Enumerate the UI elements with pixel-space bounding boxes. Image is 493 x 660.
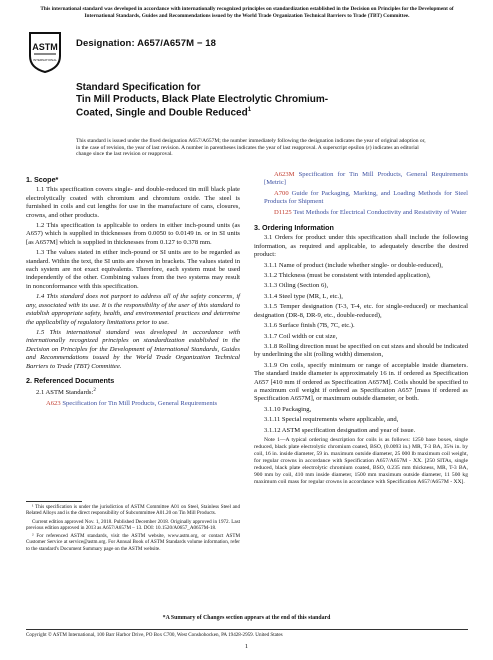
astm-logo [26,30,64,74]
reference-code[interactable]: A700 [274,189,289,197]
footnotes [26,504,240,554]
para-3-1-4: 3.1.4 Steel type (MR, L, etc.), [264,292,343,300]
para-3-1-7: 3.1.7 Coil width or cut size, [264,332,338,340]
para-3-1-1: 3.1.1 Name of product (include whether single- or double-reduced), [264,261,443,269]
para-1-5: 1.5 This international standard was developed in accordance with internationally recognized principles on standardization established in the Decision on Principles for the Development of International Standards, Guides and Recommendations issued by the World Trade Organization Technical Barriers to Trade (TBT) Committee. [26,328,240,370]
para-3-1-2: 3.1.2 Thickness (must be consistent with intended application), [264,272,431,280]
footnote-1: ¹ This specification is under the jurisdiction of ASTM Committee A01 on Steel, Stainless Steel and Related Alloys and is the direct responsibility of Subcommittee A01.20 on Tin Mill Products. [26,504,240,517]
para-1-3: 1.3 The values stated in either inch-pound or SI units are to be regarded as standard. Within the text, the SI units are shown in brackets. The values stated in each system are not exact equivalents. Therefore, each system must be used independently of the other. Combining values from the two systems may result in nonconformance with this specification. [26,249,240,290]
title-footnote-marker[interactable]: 1 [247,107,252,114]
para-3-1-10: 3.1.10 Packaging, [264,405,312,413]
para-2-1-text: 2.1 ASTM Standards: [36,389,94,397]
para-1-4: 1.4 This standard does not purport to address all of the safety concerns, if any, associated with its use. It is the responsibility of the user of this standard to establish appropriate safety, health, and environmental practices and determine the applicability of regulatory limitations prior to use. [26,293,240,326]
footnote-2: ² For referenced ASTM standards, visit the ASTM website, www.astm.org, or contact ASTM Customer Service at service@astm.org. For Annual Book of ASTM Standards volume information, refer to the standard's Document Summary page on the ASTM website. [26,533,240,552]
svg-text:INTERNATIONAL: INTERNATIONAL [33,58,57,62]
para-2-1 [26,387,240,398]
reference-a623[interactable] [26,400,240,408]
reference-a623m[interactable] [254,171,468,188]
designation: Designation: A657/A657M − 18 [76,38,216,49]
para-1-2: 1.2 This specification is applicable to orders in either inch-pound units (as A657) which is supplied in thicknesses from 0.0050 to 0.0149 in. or in SI units [as A657M] which is supplied in thicknesses from 0.127 to 0.378 mm. [26,222,240,246]
reference-a700[interactable] [254,190,468,207]
para-3-1-6: 3.1.6 Surface finish (7B, 7C, etc.). [264,322,355,330]
reference-code[interactable]: A623M [274,171,295,178]
reference-title[interactable]: Specification for Tin Mill Products, General Requirements [Metric] [264,171,468,187]
footnote-1-edition: Current edition approved Nov. 1, 2018. Published December 2018. Originally approved in 1972. Last previous edition approved in 2013 as A657/A657M – 13. DOI: 10.1520/A0657_A0657M-18. [26,518,240,531]
para-3-1-12: 3.1.12 ASTM specification designation and year of issue. [264,426,416,434]
issued-under-note: This standard is issued under the fixed designation A657/A657M; the number immediately following the designation indicates the year of original adoption or, in the case of revision, the year of last revision. A number in parentheses indicates the year of last reapproval. A superscript epsilon (ε) indicates an editorial change since the last revision or reapproval. [76,138,426,158]
reference-title[interactable]: Test Methods for Electrical Conductivity and Resistivity of Water [293,208,467,216]
para-3-1: 3.1 Orders for product under this specification shall include the following information, as required and applicable, to adequately describe the desired product: [254,234,468,259]
reference-title[interactable]: Guide for Packaging, Marking, and Loading Methods for Steel Products for Shipment [264,189,469,206]
copyright-line: Copyright © ASTM International, 100 Barr Harbor Drive, PO Box C700, West Conshohocken, PA 19428-2959. United States [26,629,468,638]
reference-code[interactable]: A623 [46,399,61,407]
title-line-3 [76,105,406,119]
section-2-heading: 2. Referenced Documents [26,375,115,385]
footnote-2-marker[interactable]: 2 [93,388,96,394]
para-1-1: 1.1 This specification covers single- and double-reduced tin mill black plate electrolytically coated with chromium and chromium oxide. The steel is furnished in coils and cut lengths for use in the manufacture of cans, closures, crowns, and other products. [26,186,240,219]
para-3-1-3: 3.1.3 Oiling (Section 6), [264,282,329,290]
reference-code[interactable]: D1125 [274,208,292,216]
summary-of-changes-notice: *A Summary of Changes section appears at the end of this standard [162,615,331,621]
para-3-1-9: 3.1.9 On coils, specify minimum or range of acceptable inside diameters. The standard inside diameter is approximately 16 in. if ordered as Specification A657 [410 mm if ordered as Specification A657M]. Coils should be specified to a maximum coil weight if ordered as Specification A657 [mass if ordered as Specification A657M], or maximum outside diameter, or both. [254,361,468,403]
right-column [254,171,468,488]
reference-title[interactable]: Specification for Tin Mill Products, General Requirements [62,399,218,407]
para-3-1-11: 3.1.11 Special requirements where applicable, and, [264,416,399,424]
footnote-divider [26,501,82,502]
reference-d1125[interactable] [254,209,468,217]
left-column [26,176,240,410]
section-3-heading: 3. Ordering Information [254,223,334,233]
note-1: Note 1—A typical ordering description for coils is as follows: 1250 base boxes, single reduced, black plate electrolytic chromium coated, BSO, (0.0093 in.) MR, T-3 BA, 35¾ in. by coil, 16 in. inside diameter, 59 in. maximum outside diameter, 25 000 lb maximum coil weight, for regular crowns in accordance with Specification A657/A657M - XX. [250 SITAs, single reduced, black plate electrolytic chromium coated, BSO, 0.235 mm thickness, MR, T-3 BA, 900 mm by coil, 410 mm inside diameter, 1500 mm maximum outside diameter, 11 500 kg maximum coil mass for regular crowns in accordance with Specification A657/A657M - XX]. [254,436,468,485]
title-line-1: Standard Specification for [76,82,201,93]
standard-title [76,82,406,119]
para-3-1-8: 3.1.8 Rolling direction must be specified on cut sizes and should be indicated by underlining the slit (rolling width) dimension, [254,342,468,359]
para-3-1-5: 3.1.5 Temper designation (T-3, T-4, etc. for single-reduced) or mechanical designation (DR-8, DR-9, etc., double-reduced), [254,303,468,319]
title-line-2: Tin Mill Products, Black Plate Electrolytic Chromium- [76,93,329,105]
international-standard-notice: This international standard was developed in accordance with internationally recognized principles on standardization established in the Decision on Principles for the Development of International Standards, Guides and Recommendations issued by the World Trade Organization Technical Barriers to Trade (TBT) Committee. [40,6,454,19]
section-1-heading: 1. Scope* [26,175,59,184]
title-line-3-text: Coated, Single and Double Reduced [76,107,248,119]
page-number: 1 [244,643,249,650]
svg-text:ASTM: ASTM [32,42,58,52]
